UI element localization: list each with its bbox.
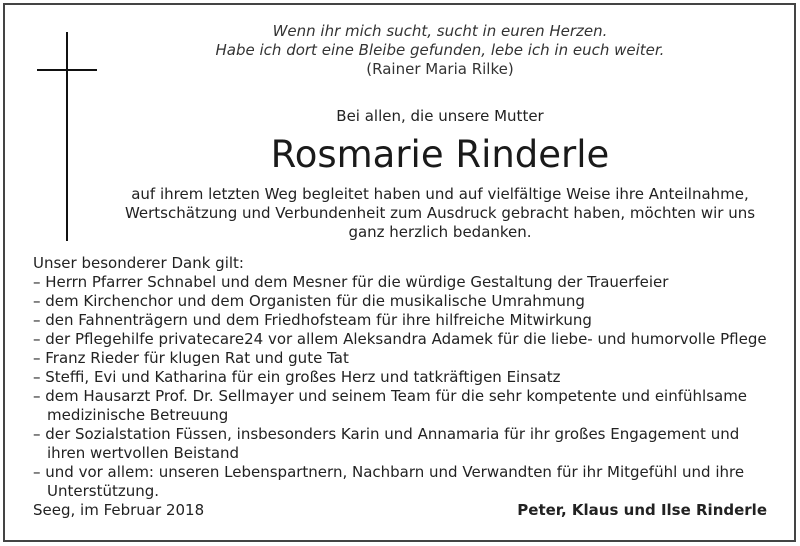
place-date: Seeg, im Februar 2018 (33, 501, 205, 519)
intro-text: Bei allen, die unsere Mutter (336, 107, 544, 125)
thanks-item: – Steffi, Evi und Katharina für ein großes Herz und tatkräftigen Einsatz (33, 368, 561, 386)
thank-you-line-2: Wertschätzung und Verbundenheit zum Ausdruck gebracht haben, möchten wir uns (124, 204, 756, 222)
thanks-heading: Unser besonderer Dank gilt: (33, 254, 244, 272)
deceased-name: Rosmarie Rinderle (270, 133, 610, 176)
thanks-item: – Franz Rieder für klugen Rat und gute Tat (33, 349, 349, 367)
thanks-item: – Herrn Pfarrer Schnabel und dem Mesner für die würdige Gestaltung der Trauerfeier (33, 273, 669, 291)
thanks-item: – und vor allem: unseren Lebenspartnern, Nachbarn und Verwandten für ihr Mitgefühl und ihre (33, 463, 745, 481)
thanks-item: – dem Kirchenchor und dem Organisten für die musikalische Umrahmung (33, 292, 585, 310)
thanks-item: – der Sozialstation Füssen, insbesonders Karin und Annamaria für ihr großes Engagement und (33, 425, 740, 443)
quote-line-1: Wenn ihr mich sucht, sucht in euren Herzen. (272, 22, 608, 40)
thank-you-text (110, 185, 770, 242)
thank-you-line-3: ganz herzlich bedanken. (348, 223, 532, 241)
signature: Peter, Klaus und Ilse Rinderle (517, 501, 767, 519)
quote-author: (Rainer Maria Rilke) (366, 60, 514, 78)
thank-you-line-1: auf ihrem letzten Weg begleitet haben und auf vielfältige Weise ihre Anteilnahme, (131, 185, 749, 203)
thanks-item: – dem Hausarzt Prof. Dr. Sellmayer und seinem Team für die sehr kompetente und einfühlsame (33, 387, 748, 405)
thanks-item-continuation: medizinische Betreuung (47, 406, 229, 424)
thanks-item-continuation: Unterstützung. (47, 482, 160, 500)
quote-line-2: Habe ich dort eine Bleibe gefunden, lebe ich in euch weiter. (215, 41, 665, 59)
cross-vertical-bar (66, 32, 68, 241)
thanks-list (33, 254, 773, 501)
cross-horizontal-bar (37, 69, 97, 71)
thanks-item: – den Fahnenträgern und dem Friedhofsteam für ihre hilfreiche Mitwirkung (33, 311, 592, 329)
thanks-item-continuation: ihren wertvollen Beistand (47, 444, 240, 462)
thanks-item: – der Pflegehilfe privatecare24 vor allem Aleksandra Adamek für die liebe- und humorvolle Pflege (33, 330, 767, 348)
quote (140, 22, 740, 60)
